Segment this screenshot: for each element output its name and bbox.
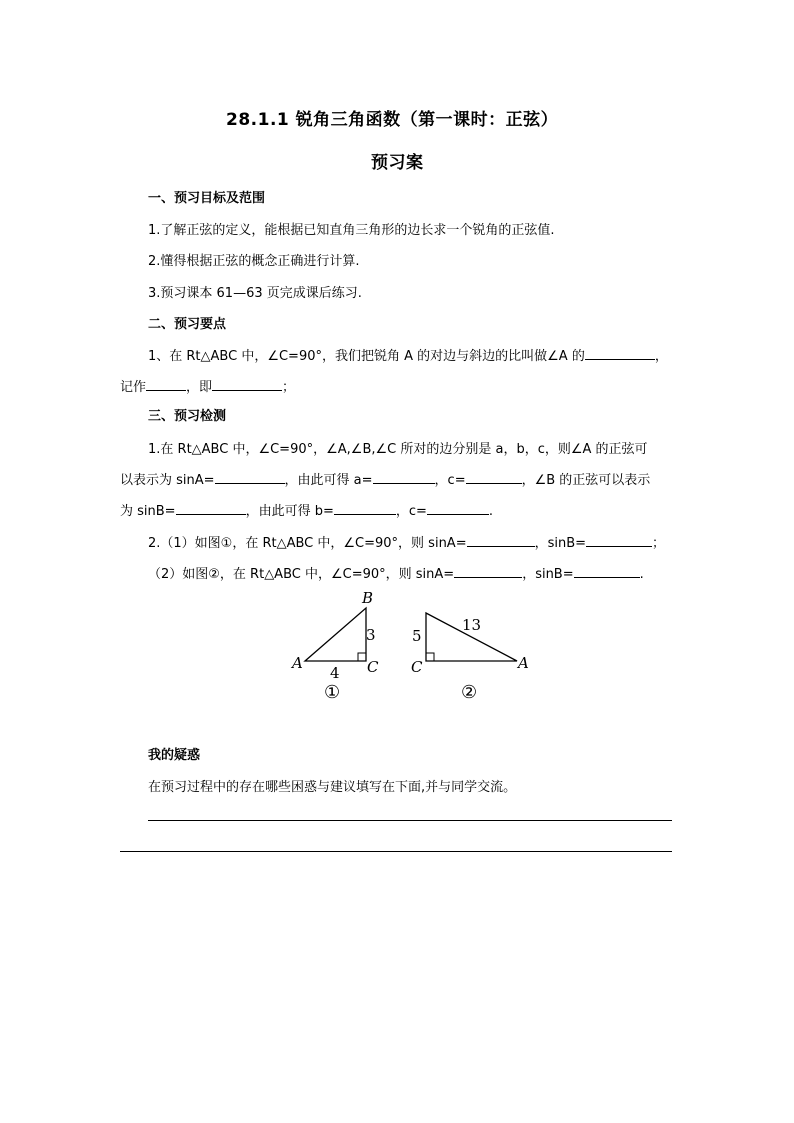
- q-text: （2）如图②，在 Rt△ABC 中，∠C=90°，则 sinA=: [148, 567, 455, 582]
- writing-line-2[interactable]: [120, 851, 672, 852]
- q-text: ，由此可得 b=: [245, 504, 334, 519]
- section-heading-keypoints: 二、预习要点: [148, 317, 227, 332]
- keypoint-text: 记作: [120, 380, 147, 395]
- q-text: ，∠B 的正弦可以表示: [521, 473, 651, 488]
- figure-caption-2: ②: [461, 682, 478, 703]
- q-text: ，sinB=: [534, 536, 587, 551]
- page-title: 28.1.1 锐角三角函数（第一课时：正弦）: [226, 110, 559, 130]
- punct: .: [488, 504, 494, 519]
- punct: .: [639, 567, 644, 582]
- section-heading-goals: 一、预习目标及范围: [148, 191, 266, 206]
- figure-1: [290, 589, 379, 703]
- goal-item-1: 1.了解正弦的定义，能根据已知直角三角形的边长求一个锐角的正弦值.: [148, 223, 555, 238]
- keypoint-text: ，即: [186, 380, 213, 395]
- q-text: ，由此可得 a=: [284, 473, 373, 488]
- q-text: ，c=: [434, 473, 466, 488]
- writing-line-1[interactable]: [148, 820, 672, 821]
- vertex-label-c: C: [411, 658, 423, 676]
- goal-item-2: 2.懂得根据正弦的概念正确进行计算.: [148, 254, 360, 269]
- q-text: 以表示为 sinA=: [120, 473, 215, 488]
- punct: ；: [282, 380, 296, 395]
- side-label-bc: 3: [366, 626, 376, 644]
- figure-2: [411, 613, 529, 703]
- section-heading-check: 三、预习检测: [148, 409, 227, 424]
- check-q1-line-1: 1.在 Rt△ABC 中，∠C=90°，∠A,∠B,∠C 所对的边分别是 a，b，c，则∠A 的正弦可: [148, 442, 648, 457]
- vertex-label-a: A: [292, 654, 303, 672]
- triangle-1: [305, 608, 366, 661]
- figure-caption-1: ①: [324, 682, 341, 703]
- q-text: ，c=: [395, 504, 427, 519]
- side-label-ac: 4: [330, 664, 340, 682]
- page-subtitle: 预习案: [371, 153, 424, 173]
- right-angle-mark-2: [426, 653, 434, 661]
- q-text: 2.（1）如图①，在 Rt△ABC 中，∠C=90°，则 sinA=: [148, 536, 467, 551]
- goal-item-3: 3.预习课本 61—63 页完成课后练习.: [148, 286, 362, 301]
- vertex-label-a: A: [518, 654, 529, 672]
- punct: ，: [654, 349, 668, 364]
- q-text: ，sinB=: [522, 567, 574, 582]
- q-text: 为 sinB=: [120, 504, 176, 519]
- side-label-bc: 5: [412, 627, 422, 645]
- doubts-instruction: 在预习过程中的存在哪些困惑与建议填写在下面,并与同学交流。: [148, 780, 517, 795]
- right-angle-mark-1: [358, 653, 366, 661]
- vertex-label-c: C: [367, 658, 379, 676]
- section-heading-doubts: 我的疑惑: [148, 748, 201, 763]
- side-label-ab: 13: [462, 616, 482, 634]
- punct: ；: [652, 536, 666, 551]
- keypoint-text: 1、在 Rt△ABC 中，∠C=90°，我们把锐角 A 的对边与斜边的比叫做∠A 的: [148, 349, 585, 364]
- vertex-label-b: B: [362, 589, 374, 607]
